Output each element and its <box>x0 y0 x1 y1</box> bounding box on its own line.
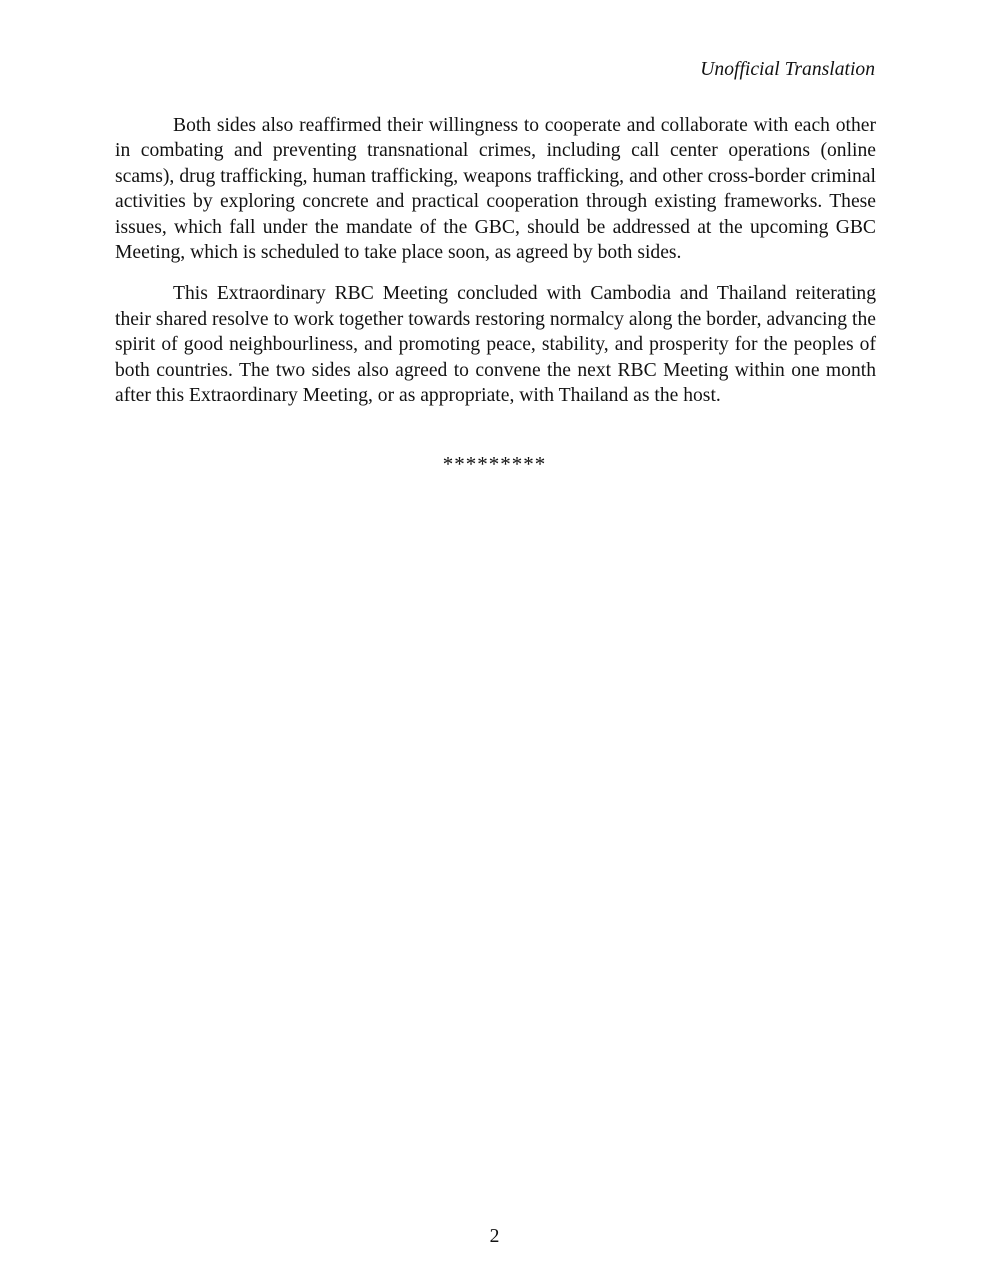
paragraph-meeting-conclusion: This Extraordinary RBC Meeting concluded with Cambodia and Thailand reiterating their shared resolve to work together towards restoring normalcy along the border, advancing the spirit of good neighbourliness, and promoting peace, stability, and prosperity for the peoples of both countries. The two sides also agreed to convene the next RBC Meeting within one month after this Extraordinary Meeting, or as appropriate, with Thailand as the host. <box>115 283 876 407</box>
asterisk-separator: ********* <box>442 452 547 476</box>
document-body <box>115 113 876 424</box>
paragraph-cooperation-transnational-crimes: Both sides also reaffirmed their willingness to cooperate and collaborate with each other in combating and preventing transnational crimes, including call center operations (online scams), drug trafficking, human trafficking, weapons trafficking, and other cross-border criminal activities by exploring concrete and practical cooperation through existing frameworks. These issues, which fall under the mandate of the GBC, should be addressed at the upcoming GBC Meeting, which is scheduled to take place soon, as agreed by both sides. <box>115 115 876 264</box>
unofficial-translation-header: Unofficial Translation <box>700 59 875 80</box>
page-number: 2 <box>489 1226 500 1247</box>
